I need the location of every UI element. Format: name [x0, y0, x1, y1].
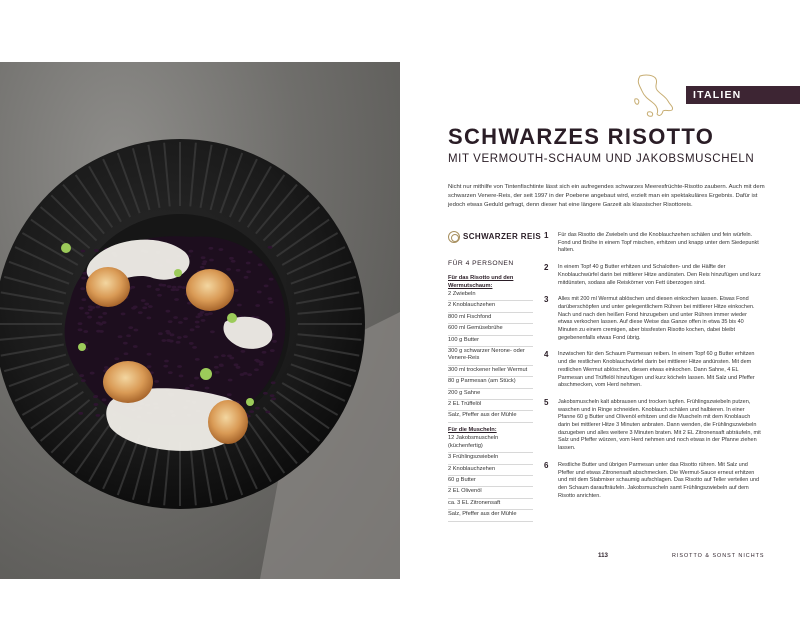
ingredient-item: 2 EL Olivenöl [448, 487, 533, 498]
step [544, 351, 762, 390]
italy-map-icon [632, 72, 678, 120]
step-number: 1 [544, 231, 549, 240]
ingredient-item: Salz, Pfeffer aus der Mühle [448, 510, 533, 521]
step [544, 232, 762, 255]
step [544, 296, 762, 342]
ingredient-item: 600 ml Gemüsebrühe [448, 324, 533, 335]
country-tag: ITALIEN [686, 86, 800, 104]
step [544, 264, 762, 287]
recipe-title: SCHWARZES RISOTTO [448, 124, 715, 149]
step-number: 2 [544, 263, 549, 273]
page-number: 113 [598, 552, 608, 559]
dish-illustration [0, 62, 400, 579]
step-number: 3 [544, 295, 549, 305]
recipe-page [400, 62, 800, 579]
step-text: Inzwischen für den Schaum Parmesan reiben. In einem Topf 60 g Butter erhitzen und die restlichen Knoblauchwürfel darin bei mittlerer Hitze andünsten. Mit dem restlichen Wermut ablöschen, diesen etwas einkochen. Dann Sahne, 4 EL Parmesan und Trüffelöl hinzufügen und kurz köcheln lassen. Mit Salz und Pfeffer abschmecken, vom Herd nehmen. [558, 351, 755, 389]
ingredient-item: 2 EL Trüffelöl [448, 400, 533, 411]
ingredient-group-title: Für die Muscheln: [448, 426, 497, 433]
ingredient-item: 300 ml trockener heller Wermut [448, 366, 533, 377]
step [544, 462, 762, 501]
ingredient-item: 200 g Sahne [448, 389, 533, 400]
step-text: In einem Topf 40 g Butter erhitzen und Schalotten- und die Hälfte der Knoblauchwürfel darin bei mittlerer Hitze andünsten. Den Reis hinzufügen und kurz mitdünsten, sodass alle Reiskörner von Fett überzogen sind. [558, 264, 761, 286]
ingredient-item: 60 g Butter [448, 476, 533, 487]
step-number: 6 [544, 460, 549, 470]
step [544, 399, 762, 453]
ingredient-item: 2 Knoblauchzehen [448, 301, 533, 312]
rice-icon [448, 231, 460, 243]
step-number: 4 [544, 350, 549, 360]
ingredient-item: 100 g Butter [448, 336, 533, 347]
running-title: RISOTTO & SONST NICHTS [672, 553, 765, 559]
section-label: SCHWARZER REIS [463, 232, 542, 241]
step-number: 5 [544, 397, 549, 407]
ingredient-list [448, 260, 533, 522]
ingredient-item: 2 Zwiebeln [448, 290, 533, 301]
ingredient-item: 12 Jakobsmuscheln (küchenfertig) [448, 434, 533, 453]
step-text: Alles mit 200 ml Wermut ablöschen und diesen einkochen lassen. Etwas Fond darüberschöpfen und unter gelegentlichem Rühren bei mittlerer Hitze einkochen. Nach und nach den heißen Fond hinzugeben und unter Rühren immer wieder etwas verkochen lassen. Auf diese Weise das Ganze offen in etwa 35 bis 40 Minuten zu einem cremigen, aber bissfesten Risotto kochen, dabei bleibt gegebenenfalls etwas Fond übrig. [558, 296, 755, 341]
dish-photo [0, 62, 400, 579]
ingredient-item: 80 g Parmesan (am Stück) [448, 377, 533, 388]
step-text: Für das Risotto die Zwiebeln und die Knoblauchzehen schälen und fein würfeln. Fond und Brühe in einem Topf mischen, erhitzen und knapp unter dem Siedepunkt halten. [558, 232, 759, 254]
step-text: Restliche Butter und übrigen Parmesan unter das Risotto rühren. Mit Salz und Pfeffer und etwas Zitronensaft abschmecken. Die Wermut-Sauce erneut erhitzen und mit dem Stabmixer schaumig aufschlagen. Das Risotto auf Teller verteilen und den Schaum daraufträufeln. Jakobsmuscheln samt Frühlingszwiebeln auf dem Risotto anrichten. [558, 461, 760, 499]
recipe-subtitle: MIT VERMOUTH-SCHAUM UND JAKOBSMUSCHELN [448, 153, 755, 165]
preparation-steps [544, 232, 762, 509]
step-text: Jakobsmuscheln kalt abbrausen und trocken tupfen. Frühlingszwiebeln putzen, waschen und in Ringe schneiden. Knoblauch schälen und halbieren. In einer Pfanne 60 g Butter und Olivenöl erhitzen und die Muscheln mit dem Knoblauch darin bei mittlerer Hitze 3 Minuten anbraten. Dann wenden, die Frühlingszwiebeln dazugeben und alles weitere 3 Minuten braten. Mit 2 EL Zitronensaft abträufeln, mit Salz und Pfeffer würzen, vom Herd nehmen und noch etwas in der Pfanne ziehen lassen. [558, 398, 761, 452]
ingredient-item: ca. 3 EL Zitronensaft [448, 499, 533, 510]
ingredient-item: 2 Knoblauchzehen [448, 465, 533, 476]
ingredient-item: Salz, Pfeffer aus der Mühle [448, 411, 533, 422]
servings: FÜR 4 PERSONEN [448, 260, 514, 267]
ingredient-item: 800 ml Fischfond [448, 313, 533, 324]
ingredient-group-title: Für das Risotto und den Wermutschaum: [448, 275, 514, 289]
ingredient-item: 300 g schwarzer Nerone- oder Venere-Reis [448, 347, 533, 366]
ingredient-item: 3 Frühlingszwiebeln [448, 453, 533, 464]
recipe-intro: Nicht nur mithilfe von Tintenfischtinte lässt sich ein aufregendes schwarzes Meeresfrüchte-Risotto zaubern. Auch mit dem schwarzen Venere-Reis, der seit 1997 in der Poebene angebaut wird, erzielt man ein spektakuläres Ergebnis. Dafür ist jedoch etwas Geduld gefragt, denn dieser hat eine längere Garzeit als klassischer Risottoreis. [448, 184, 765, 209]
